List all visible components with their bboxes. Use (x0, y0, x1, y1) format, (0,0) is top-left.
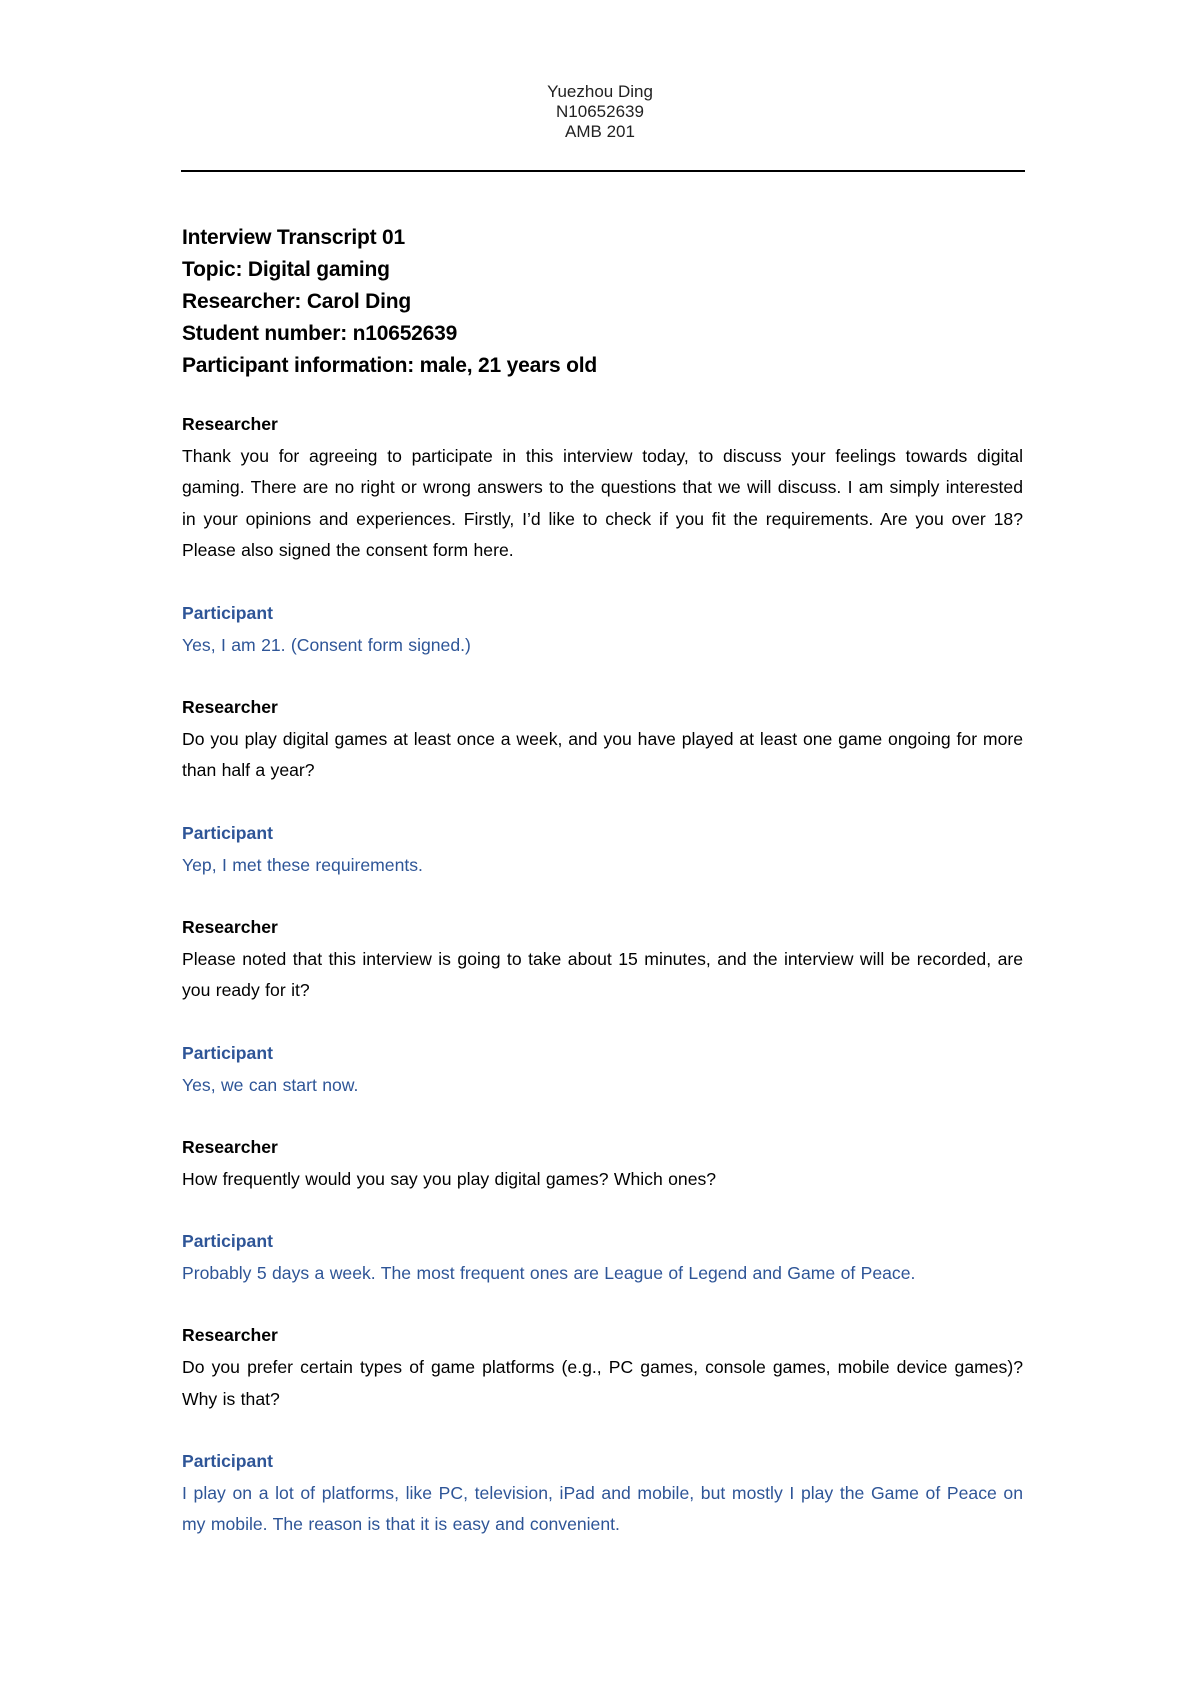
transcript-turn (182, 1226, 1023, 1289)
transcript-topic: Topic: Digital gaming (182, 258, 390, 281)
course-code: AMB 201 (565, 122, 635, 141)
utterance-text: Probably 5 days a week. The most frequent ones are League of Legend and Game of Peace. (182, 1262, 916, 1283)
header-divider (181, 170, 1025, 172)
transcript-title: Interview Transcript 01 (182, 226, 405, 249)
utterance-text: Yes, we can start now. (182, 1074, 359, 1095)
utterance-text: Please noted that this interview is going to take about 15 minutes, and the interview will be recorded, are you ready for it? (182, 948, 1023, 1001)
document-body (182, 222, 1023, 1572)
speaker-label: Researcher (182, 697, 278, 718)
utterance-text: Do you prefer certain types of game platforms (e.g., PC games, console games, mobile device games)? Why is that? (182, 1357, 1023, 1409)
transcript-researcher: Researcher: Carol Ding (182, 290, 412, 313)
transcript-turn (182, 1132, 1023, 1195)
utterance-text: Thank you for agreeing to participate in this interview today, to discuss your feelings towards digital gaming. There are no right or wrong answers to the questions that we will discuss. I am simply interested in your opinions and experiences. Firstly, I’d like to check if you fit the requirements. Are you over 18? Please also signed the consent form here. (182, 445, 1023, 561)
transcript-turn (182, 912, 1023, 1007)
utterance-text: Yes, I am 21. (Consent form signed.) (182, 634, 471, 655)
student-id: N10652639 (556, 102, 644, 121)
transcript-turn (182, 818, 1023, 881)
transcript-turn (182, 1446, 1023, 1541)
page-header (0, 82, 1200, 142)
transcript (182, 409, 1023, 1541)
transcript-student-number: Student number: n10652639 (182, 322, 458, 345)
speaker-label: Participant (182, 1451, 273, 1472)
utterance-text: How frequently would you say you play digital games? Which ones? (182, 1168, 717, 1189)
speaker-label: Researcher (182, 414, 278, 434)
transcript-info (182, 222, 1023, 382)
transcript-turn (182, 1320, 1023, 1415)
transcript-turn (182, 409, 1023, 567)
speaker-label: Participant (182, 822, 273, 843)
transcript-turn (182, 692, 1023, 787)
speaker-label: Researcher (182, 917, 278, 938)
transcript-turn (182, 598, 1023, 661)
author-name: Yuezhou Ding (547, 82, 653, 101)
speaker-label: Participant (182, 1231, 273, 1252)
utterance-text: I play on a lot of platforms, like PC, television, iPad and mobile, but mostly I play the Game of Peace on my mobile. The reason is that it is easy and convenient. (182, 1482, 1023, 1535)
utterance-text: Do you play digital games at least once a week, and you have played at least one game ongoing for more than half a year? (182, 728, 1023, 781)
speaker-label: Researcher (182, 1137, 278, 1158)
speaker-label: Participant (182, 602, 273, 623)
transcript-participant-info: Participant information: male, 21 years old (182, 354, 598, 377)
utterance-text: Yep, I met these requirements. (182, 854, 423, 875)
speaker-label: Researcher (182, 1325, 278, 1346)
transcript-turn (182, 1038, 1023, 1101)
speaker-label: Participant (182, 1042, 273, 1063)
